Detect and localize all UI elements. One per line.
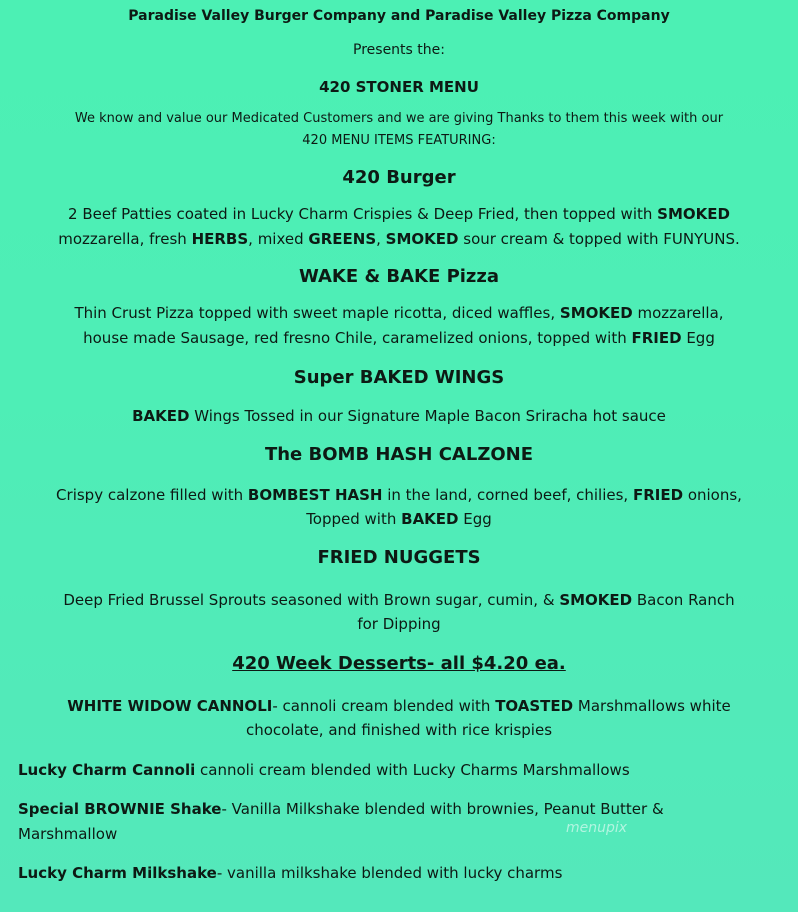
presents-text: Presents the: xyxy=(353,42,445,58)
item-title-420-burger: 420 Burger xyxy=(342,167,456,188)
item-desc-line: BAKED Wings Tossed in our Signature Maple Bacon Sriracha hot sauce xyxy=(132,407,666,425)
dessert-desc-line: chocolate, and finished with rice krispies xyxy=(245,721,553,739)
dessert-lucky-charm-cannoli: Lucky Charm Cannoli cannoli cream blended with Lucky Charms Marshmallows xyxy=(18,761,630,779)
item-desc-line: Crispy calzone filled with BOMBEST HASH in the land, corned beef, chilies, FRIED onions, xyxy=(56,486,742,504)
item-desc-line: Deep Fried Brussel Sprouts seasoned with Brown sugar, cumin, & SMOKED Bacon Ranch xyxy=(63,591,735,609)
item-desc-line: Topped with BAKED Egg xyxy=(306,510,492,528)
intro-line-2: 420 MENU ITEMS FEATURING: xyxy=(302,133,496,148)
item-desc-line: Thin Crust Pizza topped with sweet maple ricotta, diced waffles, SMOKED mozzarella, xyxy=(74,304,724,322)
item-desc-line: 2 Beef Patties coated in Lucky Charm Crispies & Deep Fried, then topped with SMOKED xyxy=(68,205,730,223)
watermark: menupix xyxy=(566,820,628,836)
company-name: Paradise Valley Burger Company and Paradise Valley Pizza Company xyxy=(128,8,670,24)
item-desc-line: house made Sausage, red fresno Chile, caramelized onions, topped with FRIED Egg xyxy=(83,329,715,347)
intro-line-1: We know and value our Medicated Customers and we are giving Thanks to them this week with our xyxy=(74,111,724,126)
item-title-wake-bake-pizza: WAKE & BAKE Pizza xyxy=(298,266,500,287)
item-title-bomb-hash-calzone: The BOMB HASH CALZONE xyxy=(264,444,534,465)
dessert-lucky-charm-milkshake: Lucky Charm Milkshake- vanilla milkshake blended with lucky charms xyxy=(18,864,563,882)
menu-title: 420 STONER MENU xyxy=(319,78,479,96)
item-title-fried-nuggets: FRIED NUGGETS xyxy=(317,547,481,568)
dessert-white-widow-cannoli: WHITE WIDOW CANNOLI- cannoli cream blended with TOASTED Marshmallows white xyxy=(67,697,731,715)
desserts-heading: 420 Week Desserts- all $4.20 ea. xyxy=(232,653,566,674)
item-desc-line: mozzarella, fresh HERBS, mixed GREENS, SMOKED sour cream & topped with FUNYUNS. xyxy=(58,230,740,248)
item-desc-line: for Dipping xyxy=(357,615,441,633)
item-title-super-baked-wings: Super BAKED WINGS xyxy=(293,367,505,388)
dessert-desc-line: Marshmallow xyxy=(18,825,118,843)
dessert-special-brownie-shake: Special BROWNIE Shake- Vanilla Milkshake blended with brownies, Peanut Butter & xyxy=(18,800,664,818)
